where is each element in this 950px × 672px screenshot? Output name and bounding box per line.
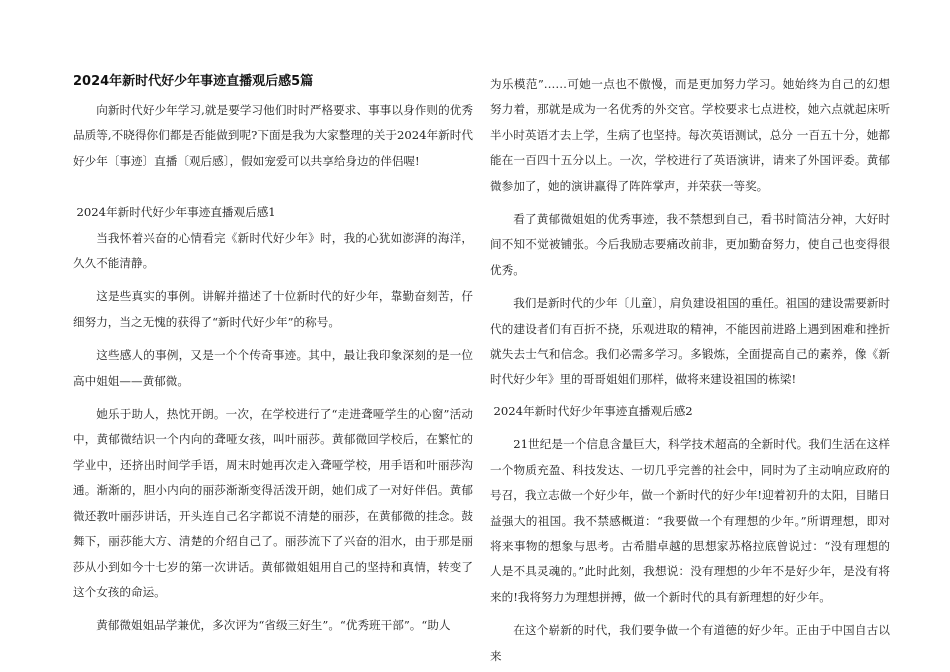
- document-title: 2024年新时代好少年事迹直播观后感5篇: [73, 74, 314, 89]
- paragraph: 这些感人的事例，又是一个个传奇事迹。其中，最让我印象深刻的是一位高中姐姐——黄郁微。: [73, 348, 473, 388]
- right-column: [490, 72, 890, 669]
- intro-paragraph: 向新时代好少年学习,就是要学习他们时时严格要求、事事以身作则的优秀品质等,不晓得你们都是否能做到呢?下面是我为大家整理的关于2024年新时代好少年〔事迹〕直播〔观后感〕，假如宠爱可以共享给身边的伴侣喔!: [73, 103, 473, 168]
- paragraph: 看了黄郁微姐姐的优秀事迹，我不禁想到自己，看书时简洁分神，大好时间不知不觉被铺张。今后我励志要痛改前非，更加勤奋努力，使自己也变得很优秀。: [490, 212, 890, 277]
- spacer: [73, 174, 473, 188]
- section-heading-2: 2024年新时代好少年事迹直播观后感2: [493, 403, 693, 418]
- paragraph: 这是些真实的事例。讲解并描述了十位新时代的好少年，靠勤奋刻苦，仔细努力，当之无愧的获得了“新时代好少年”的称号。: [73, 289, 473, 329]
- paragraph: 21世纪是一个信息含量巨大，科学技术超高的全新时代。我们生活在这样一个物质充盈、科技发达、一切几乎完善的社会中，同时为了主动响应政府的号召，我立志做一个好少年，做一个新时代的好少年!迎着初升的太阳，目睹日益强大的祖国。我不禁感概道：“我要做一个有理想的少年。”所谓理想，即对将来事物的想象与思考。古希腊卓越的思想家苏格拉底曾说过：“没有理想的人是不具灵魂的。”此时此刻，我想说：没有理想的少年不是好少年，是没有将来的!我将努力为理想拼搏，做一个新时代的具有新理想的好少年。: [490, 437, 890, 604]
- paragraph: 当我怀着兴奋的心情看完《新时代好少年》时，我的心犹如澎湃的海洋，久久不能清静。: [73, 230, 473, 271]
- paragraph: 我们是新时代的少年〔儿童〕，肩负建设祖国的重任。祖国的建设需要新时代的建设者们有百折不挠，乐观进取的精神，不能因前进路上遇到困难和挫折就失去士气和信念。我们必需多学习。多锻炼，全面提高自己的素养，像《新时代好少年》里的哥哥姐姐们那样，做将来建设祖国的栋梁!: [490, 296, 890, 387]
- paragraph: 她乐于助人，热忱开朗。一次，在学校进行了“走进聋哑学生的心窗”活动中，黄郁微结识一个内向的聋哑女孩，叫叶丽莎。黄郁微回学校后，在繁忙的学业中，还挤出时间学手语，周末时她再次走入聋哑学校，用手语和叶丽莎沟通。渐渐的，胆小内向的丽莎渐渐变得活泼开朗，她们成了一对好伴侣。黄郁微还教叶丽莎讲话，开头连自己名字都说不清楚的丽莎，在黄郁微的挂念。鼓舞下，丽莎能大方、清楚的介绍自己了。丽莎流下了兴奋的泪水，由于那是丽莎从小到如今十七岁的第一次讲话。黄郁微姐姐用自己的坚持和真情，转变了这个女孩的命运。: [73, 407, 473, 599]
- continued-paragraph: 为乐模范”……可她一点也不傲慢，而是更加努力学习。她始终为自己的幻想努力着，那就是成为一名优秀的外交官。学校要求七点进校，她六点就起床听半小时英语才去上学，生病了也坚持。每次英语测试，总分 一百五十分，她都能在一百四十五分以上。一次，学校进行了英语演讲，请来了外国评委。黄郁微参加了，她的演讲赢得了阵阵掌声，并荣获一等奖。: [490, 77, 890, 193]
- section-heading-1: 2024年新时代好少年事迹直播观后感1: [76, 205, 276, 220]
- left-column: [73, 68, 473, 639]
- paragraph: 黄郁微姐姐品学兼优，多次评为“省级三好生”。“优秀班干部”。“助人: [96, 618, 451, 633]
- paragraph: 在这个崭新的时代，我们要争做一个有道德的好少年。正由于中国自古以来: [490, 623, 890, 663]
